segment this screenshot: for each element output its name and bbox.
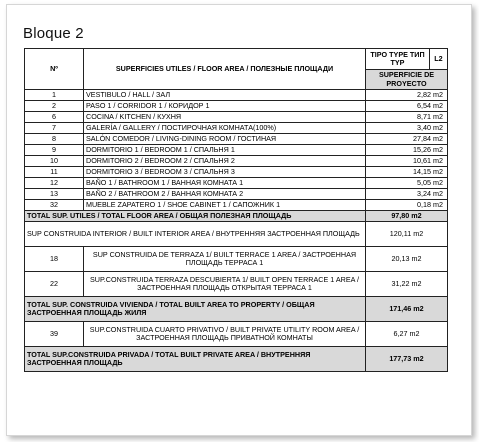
row-description: GALERÍA / GALLERY / ПОСТИРОЧНАЯ КОМНАТА(100%): [84, 123, 366, 134]
terrace-value: 20,13 m2: [366, 247, 448, 272]
table-row: [25, 156, 448, 167]
total-private-label: TOTAL SUP.CONSTRUIDA PRIVADA / TOTAL BUILT PRIVATE AREA / ВНУТРЕННЯЯ ЗАСТРОЕННАЯ ПЛОЩАДЬ: [25, 347, 366, 372]
total-private-row: [25, 347, 448, 372]
table-row: [25, 101, 448, 112]
areas-table: [24, 48, 448, 372]
row-description: DORMITORIO 3 / BEDROOM 3 / СПАЛЬНЯ 3: [84, 167, 366, 178]
row-num: 2: [25, 101, 84, 112]
table-row: [25, 178, 448, 189]
row-value: 10,61 m2: [366, 156, 448, 167]
utility-room-description: SUP.CONSTRUIDA CUARTO PRIVATIVO / BUILT PRIVATE UTILITY ROOM AREA / ЗАСТРОЕННАЯ ПЛОЩАДЬ ПРИВАТНОЙ КОМНАТЫ: [84, 322, 366, 347]
row-value: 27,84 m2: [366, 134, 448, 145]
built-interior-value: 120,11 m2: [366, 222, 448, 247]
row-description: BAÑO 2 / BATHROOM 2 / ВАННАЯ КОМНАТА 2: [84, 189, 366, 200]
row-value: 8,71 m2: [366, 112, 448, 123]
utility-room-row: [25, 322, 448, 347]
row-description: DORMITORIO 1 / BEDROOM 1 / СПАЛЬНЯ 1: [84, 145, 366, 156]
header-num: Nº: [25, 49, 84, 90]
document-sheet: [6, 4, 472, 436]
table-row: [25, 145, 448, 156]
table-row: [25, 112, 448, 123]
terrace-description: SUP.CONSTRUIDA TERRAZA DESCUBIERTA 1/ BUILT OPEN TERRACE 1 AREA / ЗАСТРОЕННАЯ ПЛОЩАДЬ ОТКРЫТАЯ ТЕРРАСА 1: [84, 272, 366, 297]
row-value: 15,26 m2: [366, 145, 448, 156]
header-project-surface: SUPERFICIE DE PROYECTO: [366, 70, 448, 90]
total-built-value: 171,46 m2: [366, 297, 448, 322]
row-description: SALÓN COMEDOR / LIVING-DINING ROOM / ГОСТИНАЯ: [84, 134, 366, 145]
total-built-label: TOTAL SUP. CONSTRUIDA VIVIENDA / TOTAL BUILT AREA TO PROPERTY / ОБЩАЯ ЗАСТРОЕННАЯ ПЛОЩАДЬ ЖИЛЯ: [25, 297, 366, 322]
row-value: 5,05 m2: [366, 178, 448, 189]
row-num: 11: [25, 167, 84, 178]
table-row: [25, 200, 448, 211]
terrace-description: SUP CONSTRUIDA DE TERRAZA 1/ BUILT TERRACE 1 AREA / ЗАСТРОЕННАЯ ПЛОЩАДЬ ТЕРРАСА 1: [84, 247, 366, 272]
row-num: 8: [25, 134, 84, 145]
utility-room-num: 39: [25, 322, 84, 347]
terrace-row: [25, 247, 448, 272]
header-areas: SUPERFICIES UTILES / FLOOR AREA / ПОЛЕЗНЫЕ ПЛОЩАДИ: [84, 49, 366, 90]
terrace-value: 31,22 m2: [366, 272, 448, 297]
row-num: 9: [25, 145, 84, 156]
terrace-num: 18: [25, 247, 84, 272]
row-num: 7: [25, 123, 84, 134]
total-useful-label: TOTAL SUP. UTILES / TOTAL FLOOR AREA / ОБЩАЯ ПОЛЕЗНАЯ ПЛОЩАДЬ: [25, 211, 366, 222]
row-num: 32: [25, 200, 84, 211]
row-num: 1: [25, 90, 84, 101]
row-description: MUEBLE ZAPATERO 1 / SHOE CABINET 1 / САПОЖНИК 1: [84, 200, 366, 211]
table-row: [25, 134, 448, 145]
row-value: 3,24 m2: [366, 189, 448, 200]
row-description: VESTIBULO / HALL / ЗАЛ: [84, 90, 366, 101]
row-num: 12: [25, 178, 84, 189]
utility-room-value: 6,27 m2: [366, 322, 448, 347]
total-built-row: [25, 297, 448, 322]
row-description: PASO 1 / CORRIDOR 1 / КОРИДОР 1: [84, 101, 366, 112]
row-num: 10: [25, 156, 84, 167]
total-useful-row: [25, 211, 448, 222]
table-row: [25, 123, 448, 134]
row-num: 13: [25, 189, 84, 200]
row-description: COCINA / KITCHEN / КУХНЯ: [84, 112, 366, 123]
table-row: [25, 167, 448, 178]
row-value: 14,15 m2: [366, 167, 448, 178]
row-description: BAÑO 1 / BATHROOM 1 / ВАННАЯ КОМНАТА 1: [84, 178, 366, 189]
row-value: 6,54 m2: [366, 101, 448, 112]
total-useful-value: 97,80 m2: [366, 211, 448, 222]
terrace-row: [25, 272, 448, 297]
row-value: 2,82 m2: [366, 90, 448, 101]
header-row: [25, 49, 448, 70]
total-private-value: 177,73 m2: [366, 347, 448, 372]
table-row: [25, 189, 448, 200]
row-value: 3,40 m2: [366, 123, 448, 134]
terrace-num: 22: [25, 272, 84, 297]
built-interior-label: SUP CONSTRUIDA INTERIOR / BUILT INTERIOR AREA / ВНУТРЕННЯЯ ЗАСТРОЕННАЯ ПЛОЩАДЬ: [25, 222, 366, 247]
row-value: 0,18 m2: [366, 200, 448, 211]
row-num: 6: [25, 112, 84, 123]
table-row: [25, 90, 448, 101]
header-type-code: L2: [430, 49, 448, 70]
row-description: DORMITORIO 2 / BEDROOM 2 / СПАЛЬНЯ 2: [84, 156, 366, 167]
block-title: Bloque 2: [23, 25, 84, 42]
header-type: TIPO TYPE ТИП TYP: [366, 49, 430, 70]
built-interior-row: [25, 222, 448, 247]
